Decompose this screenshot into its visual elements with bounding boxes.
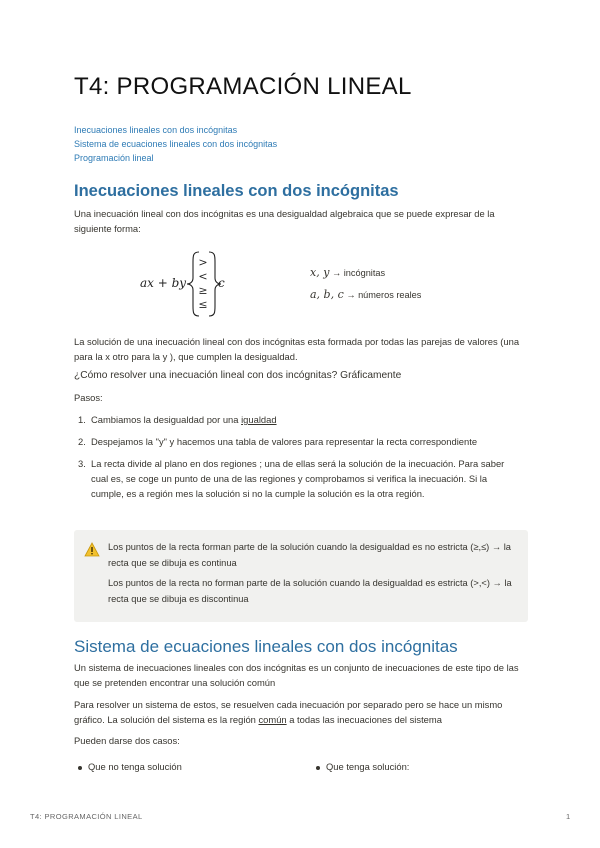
legend-consts-symbols: a, b, c: [310, 288, 344, 301]
bullet-dot: [78, 766, 82, 770]
section-heading-inecuaciones: Inecuaciones lineales con dos incógnitas: [74, 182, 399, 200]
case-item: [316, 761, 409, 772]
page-title: T4: PROGRAMACIÓN LINEAL: [74, 73, 412, 100]
formula-lhs: ax + by: [140, 276, 187, 290]
formula-rhs: c: [218, 276, 225, 290]
step-text-plain: Cambiamos la desigualdad por una: [91, 414, 242, 425]
step-text-underlined: igualdad: [241, 414, 277, 425]
step-number: 1.: [78, 414, 86, 425]
toc-link-programacion[interactable]: Programación lineal: [74, 153, 154, 163]
steps-label: Pasos:: [74, 392, 103, 403]
step-number: 3.: [78, 458, 86, 469]
sistema-paragraph-2: [74, 697, 530, 727]
footer-label: T4: PROGRAMACIÓN LINEAL: [30, 812, 143, 821]
legend-consts-label: números reales: [358, 290, 422, 300]
step-item: [78, 456, 518, 516]
section-heading-sistema: Sistema de ecuaciones lineales con dos incógnitas: [74, 637, 458, 656]
toc-link-sistema[interactable]: Sistema de ecuaciones lineales con dos incógnitas: [74, 139, 278, 149]
legend-vars-label: incógnitas: [343, 268, 386, 278]
solution-paragraph: La solución de una inecuación lineal con dos incógnitas esta formada por todas las parejas de valores (una para la x otro para la y ), que cumplen la desigualdad.: [74, 336, 520, 362]
callout-line-dashed: Los puntos de la recta no forman parte de la solución cuando la desigualdad es estricta (>,<) → la recta que se dibuja es discontinua: [108, 578, 512, 604]
step-item: [78, 412, 518, 427]
case-item: [78, 761, 182, 772]
step-text: Despejamos la "y" y hacemos una tabla de valores para representar la recta correspondiente: [91, 436, 478, 447]
sistema-paragraph-1: Un sistema de inecuaciones lineales con dos incógnitas es un conjunto de inecuaciones de este tipo de las que se pretenden encontrar una solución común: [74, 662, 519, 688]
case-text: Que no tenga solución: [88, 761, 182, 772]
intro-paragraph: Una inecuación lineal con dos incógnitas es una desigualdad algebraica que se puede expresar de la siguiente forma:: [74, 208, 495, 234]
warning-callout: [74, 530, 528, 622]
formula-op-gt: >: [198, 256, 208, 269]
toc-link-inecuaciones[interactable]: Inecuaciones lineales con dos incógnitas: [74, 125, 238, 135]
p2-after: a todas las inecuaciones del sistema: [286, 714, 442, 725]
p2-before: Para resolver un sistema de estos, se resuelven cada inecuación por separado pero se hace un mismo gráfico. La solución del sistema es la región: [74, 699, 503, 725]
question-line: ¿Cómo resolver una inecuación lineal con dos incógnitas? Gráficamente: [74, 370, 402, 381]
case-text: Que tenga solución:: [326, 761, 410, 772]
step-item: [78, 434, 518, 449]
formula-legend-vars: [310, 266, 385, 279]
footer-page-number: 1: [566, 812, 571, 821]
legend-arrow: →: [346, 290, 356, 300]
step-text: [91, 412, 518, 427]
legend-vars-symbols: x, y: [310, 266, 330, 279]
legend-arrow: →: [331, 268, 342, 278]
bullet-dot: [316, 766, 320, 770]
formula-op-le: ≤: [198, 298, 208, 311]
p2-underlined: común: [258, 714, 287, 725]
callout-line-continuous: Los puntos de la recta forman parte de la solución cuando la desigualdad es no estricta (≥,≤) → la recta que se dibuja es continua: [108, 542, 511, 568]
formula-legend-consts: [310, 288, 421, 301]
step-text: La recta divide al plano en dos regiones ; una de ellas será la solución de la inecuación. Para saber cual es, se coge un punto de una de las regiones y comprobamos si verifica la inecuación. Si la cumple, es a región mes la solución si no la cumple la solución es la otra región.: [91, 458, 505, 499]
formula-op-ge: ≥: [198, 284, 208, 297]
warning-icon: [84, 542, 100, 557]
formula-op-lt: <: [198, 270, 208, 283]
step-number: 2.: [78, 436, 86, 447]
cases-label: Pueden darse dos casos:: [74, 735, 180, 746]
